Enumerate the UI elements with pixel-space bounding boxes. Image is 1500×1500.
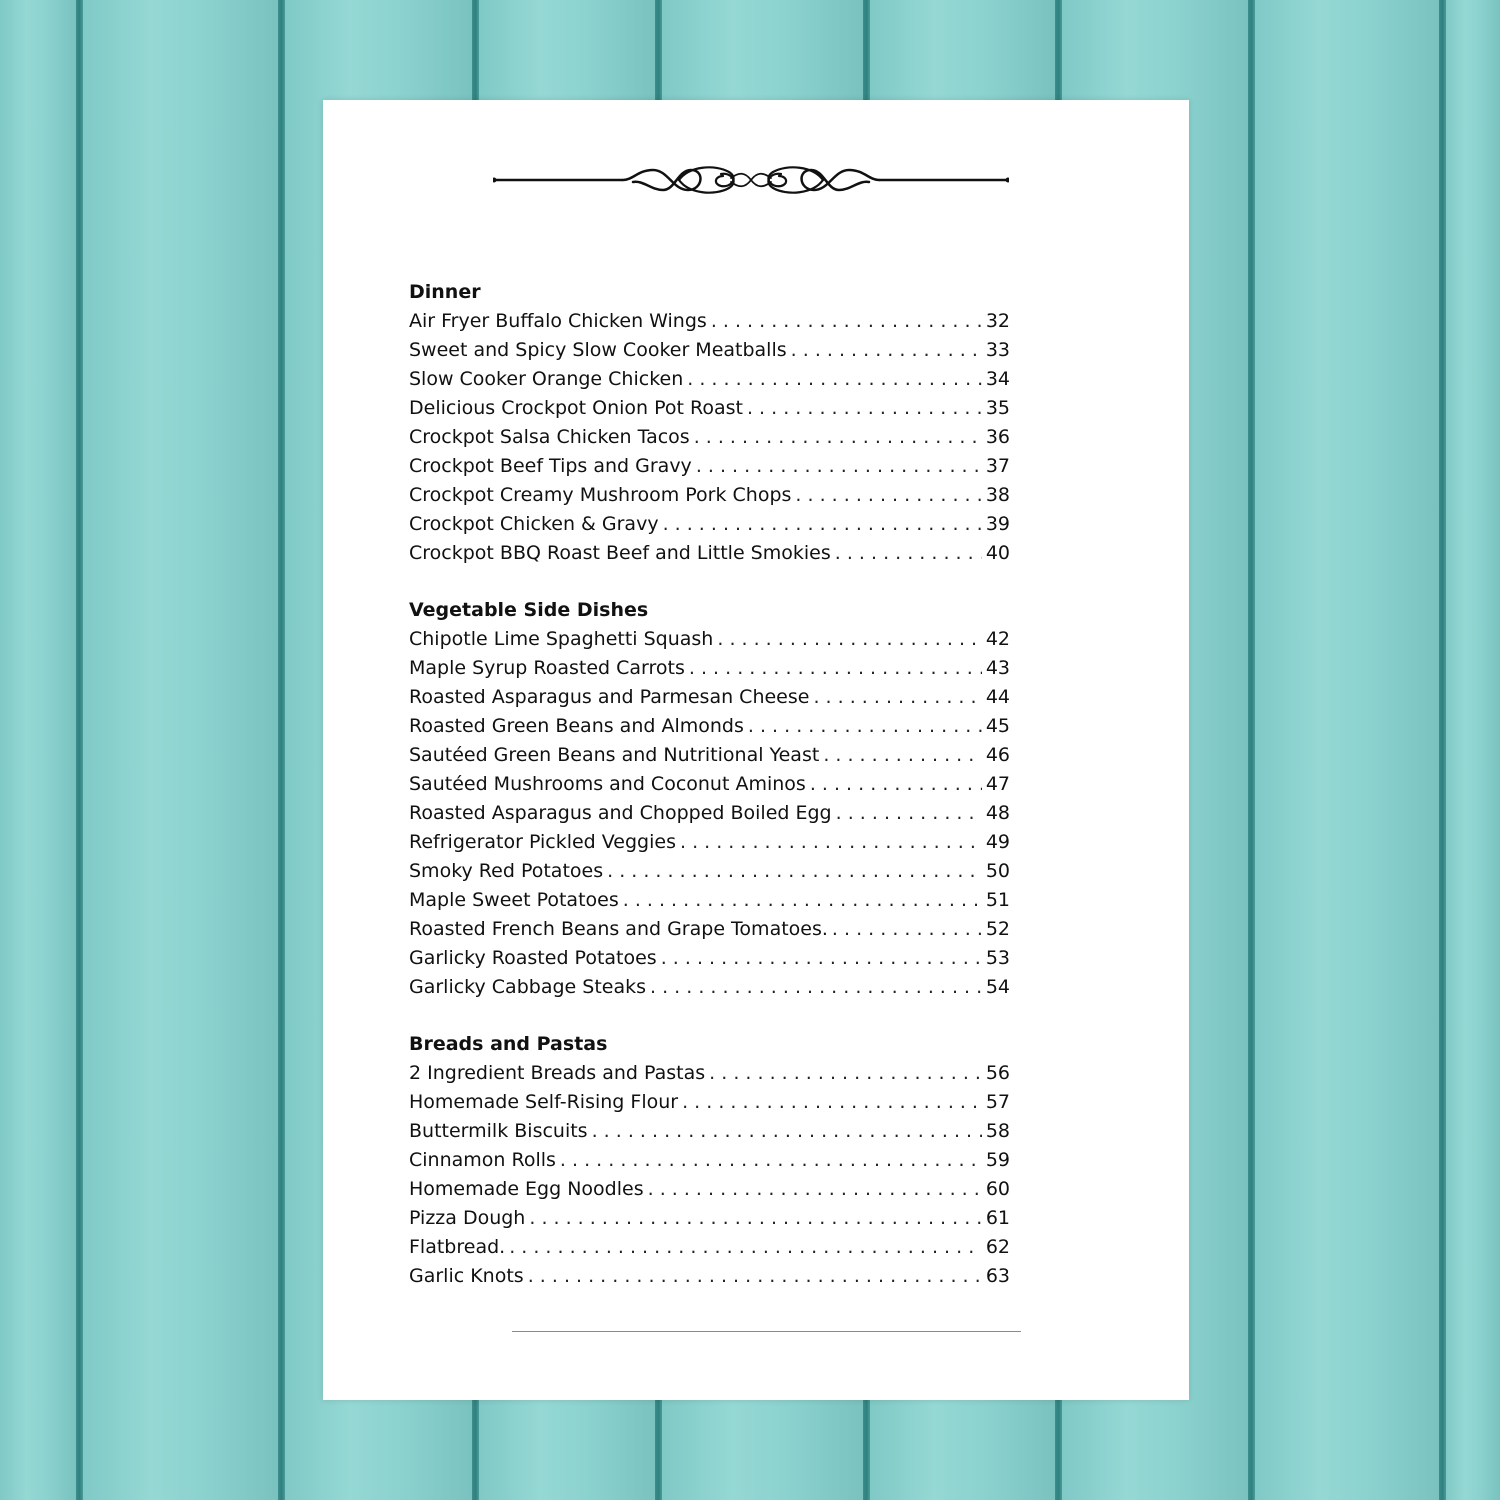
toc-entry[interactable]	[409, 307, 1010, 336]
toc-entry[interactable]	[409, 539, 1010, 568]
toc-entry[interactable]	[409, 770, 1010, 799]
toc-entry[interactable]	[409, 1059, 1010, 1088]
entry-title: Garlic Knots	[409, 1265, 524, 1287]
toc-entry[interactable]	[409, 915, 1010, 944]
entry-title: Sautéed Green Beans and Nutritional Yeast	[409, 744, 820, 766]
entry-title: Slow Cooker Orange Chicken	[409, 368, 684, 390]
dot-leader	[813, 683, 981, 712]
plank	[83, 0, 278, 1500]
toc-entry[interactable]	[409, 1146, 1010, 1175]
entry-title: Maple Syrup Roasted Carrots	[409, 657, 685, 679]
toc-entry[interactable]	[409, 1175, 1010, 1204]
entry-page-number: 40	[985, 542, 1010, 564]
toc-entry[interactable]	[409, 481, 1010, 510]
dot-leader	[650, 973, 982, 1002]
dot-leader	[717, 625, 981, 654]
entry-page-number: 63	[985, 1265, 1010, 1287]
dot-leader	[661, 944, 982, 973]
section-title: Breads and Pastas	[409, 1033, 608, 1055]
plank-gap	[278, 0, 285, 1500]
entry-title: Maple Sweet Potatoes	[409, 889, 619, 911]
toc-entry[interactable]	[409, 886, 1010, 915]
dot-leader	[835, 539, 982, 568]
dot-leader	[689, 654, 982, 683]
entry-page-number: 60	[985, 1178, 1010, 1200]
entry-page-number: 48	[985, 802, 1010, 824]
entry-page-number: 54	[985, 976, 1010, 998]
plank	[1255, 0, 1439, 1500]
dot-leader	[694, 423, 982, 452]
entry-page-number: 58	[985, 1120, 1010, 1142]
entry-title: Roasted Asparagus and Chopped Boiled Egg	[409, 802, 832, 824]
entry-page-number: 37	[985, 455, 1010, 477]
dot-leader	[663, 510, 982, 539]
dot-leader	[696, 452, 982, 481]
dot-leader	[682, 1088, 982, 1117]
table-of-contents	[409, 278, 1010, 1319]
entry-title: Flatbread.	[409, 1236, 506, 1258]
entry-page-number: 36	[985, 426, 1010, 448]
toc-section-dinner	[409, 278, 1010, 568]
entry-title: Homemade Self-Rising Flour	[409, 1091, 679, 1113]
dot-leader	[592, 1117, 982, 1146]
toc-entry[interactable]	[409, 1262, 1010, 1291]
dot-leader	[648, 1175, 982, 1204]
dot-leader	[791, 336, 982, 365]
dot-leader	[836, 799, 982, 828]
toc-entry[interactable]	[409, 741, 1010, 770]
toc-entry[interactable]	[409, 394, 1010, 423]
entry-title: Crockpot Creamy Mushroom Pork Chops	[409, 484, 792, 506]
toc-entry[interactable]	[409, 857, 1010, 886]
footer-divider	[512, 1331, 1021, 1332]
toc-entry[interactable]	[409, 423, 1010, 452]
entry-page-number: 44	[985, 686, 1010, 708]
entry-title: Crockpot Beef Tips and Gravy	[409, 455, 692, 477]
entry-title: Roasted French Beans and Grape Tomatoes.	[409, 918, 828, 940]
entry-title: Sautéed Mushrooms and Coconut Aminos	[409, 773, 806, 795]
dot-leader	[810, 770, 982, 799]
entry-title: Cinnamon Rolls	[409, 1149, 556, 1171]
entry-page-number: 35	[985, 397, 1010, 419]
entry-page-number: 49	[985, 831, 1010, 853]
dot-leader	[560, 1146, 982, 1175]
entry-page-number: 62	[985, 1236, 1010, 1258]
toc-entry[interactable]	[409, 1088, 1010, 1117]
entry-page-number: 51	[985, 889, 1010, 911]
dot-leader	[711, 307, 982, 336]
entry-page-number: 61	[985, 1207, 1010, 1229]
section-title: Dinner	[409, 281, 481, 303]
entry-title: Delicious Crockpot Onion Pot Roast	[409, 397, 743, 419]
toc-entry[interactable]	[409, 712, 1010, 741]
toc-entry[interactable]	[409, 625, 1010, 654]
entry-title: Crockpot BBQ Roast Beef and Little Smokies	[409, 542, 831, 564]
entry-title: Roasted Green Beans and Almonds	[409, 715, 744, 737]
dot-leader	[823, 741, 982, 770]
dot-leader	[709, 1059, 982, 1088]
entry-title: Homemade Egg Noodles	[409, 1178, 644, 1200]
dot-leader	[795, 481, 981, 510]
entry-page-number: 57	[985, 1091, 1010, 1113]
toc-entry[interactable]	[409, 1233, 1010, 1262]
entry-page-number: 39	[985, 513, 1010, 535]
toc-entry[interactable]	[409, 336, 1010, 365]
toc-entry[interactable]	[409, 654, 1010, 683]
entry-page-number: 38	[985, 484, 1010, 506]
entry-title: Refrigerator Pickled Veggies	[409, 831, 676, 853]
toc-entry[interactable]	[409, 683, 1010, 712]
entry-title: Roasted Asparagus and Parmesan Cheese	[409, 686, 810, 708]
document-page	[323, 100, 1189, 1400]
entry-page-number: 34	[985, 368, 1010, 390]
entry-title: Crockpot Chicken & Gravy	[409, 513, 659, 535]
entry-title: Garlicky Cabbage Steaks	[409, 976, 646, 998]
dot-leader	[623, 886, 982, 915]
entry-title: Smoky Red Potatoes	[409, 860, 604, 882]
entry-page-number: 43	[985, 657, 1010, 679]
entry-title: 2 Ingredient Breads and Pastas	[409, 1062, 706, 1084]
entry-title: Sweet and Spicy Slow Cooker Meatballs	[409, 339, 787, 361]
toc-entry[interactable]	[409, 365, 1010, 394]
entry-page-number: 32	[985, 310, 1010, 332]
dot-leader	[748, 712, 982, 741]
toc-entry[interactable]	[409, 510, 1010, 539]
entry-page-number: 47	[985, 773, 1010, 795]
toc-section-breads-and-pastas	[409, 1030, 1010, 1291]
toc-entry[interactable]	[409, 1204, 1010, 1233]
toc-section-vegetable-side-dishes	[409, 596, 1010, 1002]
toc-entry[interactable]	[409, 973, 1010, 1002]
dot-leader	[747, 394, 982, 423]
dot-leader	[832, 915, 982, 944]
flourish-divider-icon	[493, 158, 1009, 202]
plank-gap	[76, 0, 83, 1500]
entry-page-number: 56	[985, 1062, 1010, 1084]
toc-entry[interactable]	[409, 1117, 1010, 1146]
plank	[0, 0, 76, 1500]
dot-leader	[680, 828, 982, 857]
entry-page-number: 46	[985, 744, 1010, 766]
entry-page-number: 52	[985, 918, 1010, 940]
dot-leader	[607, 857, 982, 886]
toc-entry[interactable]	[409, 452, 1010, 481]
entry-title: Garlicky Roasted Potatoes	[409, 947, 657, 969]
entry-page-number: 53	[985, 947, 1010, 969]
plank	[1446, 0, 1500, 1500]
entry-page-number: 33	[985, 339, 1010, 361]
dot-leader	[509, 1233, 982, 1262]
dot-leader	[529, 1204, 981, 1233]
plank-gap	[1439, 0, 1446, 1500]
entry-page-number: 50	[985, 860, 1010, 882]
toc-entry[interactable]	[409, 799, 1010, 828]
entry-title: Crockpot Salsa Chicken Tacos	[409, 426, 690, 448]
entry-title: Chipotle Lime Spaghetti Squash	[409, 628, 714, 650]
entry-page-number: 42	[985, 628, 1010, 650]
plank-gap	[1248, 0, 1255, 1500]
entry-title: Buttermilk Biscuits	[409, 1120, 588, 1142]
dot-leader	[687, 365, 982, 394]
toc-entry[interactable]	[409, 828, 1010, 857]
section-title: Vegetable Side Dishes	[409, 599, 649, 621]
entry-title: Air Fryer Buffalo Chicken Wings	[409, 310, 707, 332]
entry-page-number: 45	[985, 715, 1010, 737]
entry-title: Pizza Dough	[409, 1207, 526, 1229]
toc-entry[interactable]	[409, 944, 1010, 973]
entry-page-number: 59	[985, 1149, 1010, 1171]
dot-leader	[528, 1262, 982, 1291]
